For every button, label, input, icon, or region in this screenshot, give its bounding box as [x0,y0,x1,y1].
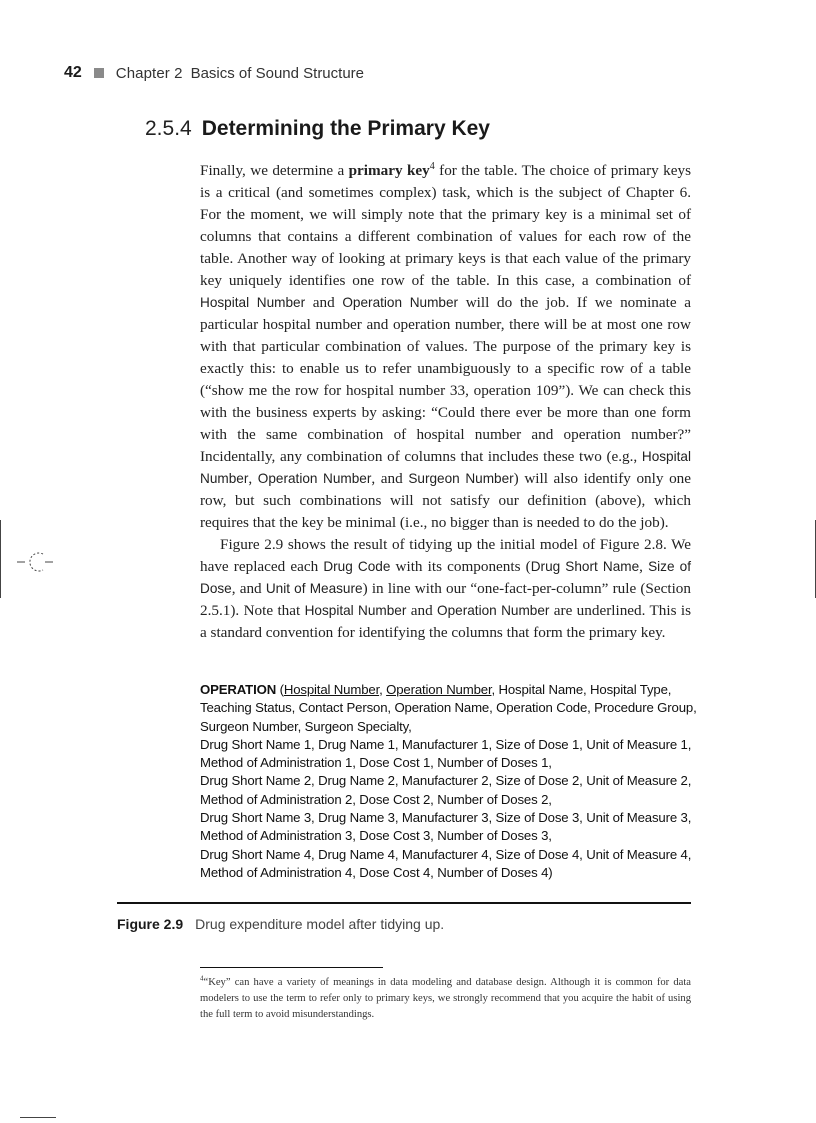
text-run: with its components ( [390,558,531,575]
term-operation-number: Operation Number [257,471,372,486]
crop-mark [0,520,1,598]
page-number: 42 [64,64,82,81]
running-header [64,64,364,82]
text-run: , and [371,470,409,487]
figure-caption-text: Drug expenditure model after tidying up. [195,916,445,932]
text-run: and [406,602,438,619]
registration-mark-icon [17,550,53,574]
figure-label: Figure 2.9 [117,916,184,932]
crop-mark [20,1117,56,1118]
term-operation-number: Operation Number [437,603,550,618]
text-run: Finally, we determine a [200,162,349,179]
header-square-icon [94,68,104,78]
figure-line: Method of Administration 3, Dose Cost 3, Number of Doses 3, [200,828,552,844]
entity-name: OPERATION [200,682,277,697]
text-run: Figure 2.9 shows the result of tidying up the initial model of Figure 2.8. We have replaced each [200,536,691,575]
text-run: will do the job. If we nominate a particular hospital number and operation number, there will be at most one row with that particular combination of values. The purpose of the primary key is exactly this: to enable us to refer unambiguously to a specific row of a table (“show me the row for hospital number 33, operation 109”). We can check this with the business experts by asking: “Could there ever be more than one form with the same combination of hospital number and operation number?” Incidentally, any combination of columns that includes these two (e.g., [200,294,691,465]
figure-line: Teaching Status, Contact Person, Operation Name, Operation Code, Procedure Group, [200,700,697,716]
footnote-text: “Key” can have a variety of meanings in data modeling and database design. Although it is common for data modelers to use the term to refer only to primary keys, we strongly recommend that you acquire the habit of using the full term to avoid misunderstandings. [200,977,691,1020]
primary-key-column: Hospital Number [283,682,380,697]
figure-divider [117,902,691,904]
term-drug-code: Drug Code [323,559,391,574]
text-run: ) will also identify only one row, but such combinations will not satisfy our definition (above), which requires that the key be minimal (i.e., no bigger than is needed to do the job). [200,470,691,531]
paragraph-1 [200,160,691,534]
chapter-label: Chapter 2 [115,64,183,82]
paragraph-2 [200,534,691,644]
term-size-of-dose: Size of Dose [200,559,691,596]
primary-key-column: Operation Number [386,682,492,697]
text-run: ( [276,682,284,697]
text-run: , [379,682,387,697]
term-primary-key: primary key [348,162,430,179]
term-hospital-number: Hospital Number [200,295,306,310]
text-run: and [305,294,343,311]
figure-line: Drug Short Name 4, Drug Name 4, Manufacturer 4, Size of Dose 4, Unit of Measure 4, [200,846,692,862]
term-drug-short-name: Drug Short Name [530,559,640,574]
term-hospital-number: Hospital Number [200,449,691,486]
figure-line: Surgeon Number, Surgeon Specialty, [200,718,412,734]
text-run: , [248,470,258,487]
figure-line [200,681,700,699]
section-number: 2.5.4 [145,117,192,140]
figure-caption [117,916,444,932]
section-heading [145,117,490,141]
section-title: Determining the Primary Key [201,117,490,140]
footnote-ref: 4 [429,160,435,172]
chapter-title: Basics of Sound Structure [190,64,365,82]
term-hospital-number: Hospital Number [304,603,407,618]
figure-line: Drug Short Name 3, Drug Name 3, Manufacturer 3, Size of Dose 3, Unit of Measure 3, [200,810,692,826]
text-run: , [639,558,649,575]
figure-relation-definition [200,681,700,882]
text-run: ) in line with our “one-fact-per-column” rule (Section 2.5.1). Note that [200,580,691,619]
figure-line: Drug Short Name 1, Drug Name 1, Manufacturer 1, Size of Dose 1, Unit of Measure 1, [200,736,692,752]
figure-line: Drug Short Name 2, Drug Name 2, Manufacturer 2, Size of Dose 2, Unit of Measure 2, [200,773,692,789]
text-run: , and [231,580,266,597]
text-run: for the table. The choice of primary keys is a critical (and sometimes complex) task, which is the subject of Chapter 6. For the moment, we will simply note that the primary key is a minimal set of columns that contains a different combination of values for each row of the table. Another way of looking at primary keys is that each value of the primary key uniquely identifies one row of the table. In this case, a combination of [200,162,692,289]
term-surgeon-number: Surgeon Number [408,471,514,486]
footnote-marker: 4 [200,974,204,983]
figure-line: Method of Administration 4, Dose Cost 4, Number of Doses 4) [200,864,553,880]
body-text [200,160,691,644]
term-unit-of-measure: Unit of Measure [265,581,363,596]
figure-line: Method of Administration 2, Dose Cost 2, Number of Doses 2, [200,791,552,807]
text-run: are underlined. This is a standard convention for identifying the columns that form the primary key. [200,602,691,641]
text-run: , Hospital Name, Hospital Type, [491,682,672,697]
figure-line: Method of Administration 1, Dose Cost 1, Number of Doses 1, [200,755,552,771]
footnote-divider [200,967,383,968]
term-operation-number: Operation Number [342,295,459,310]
footnote [200,975,691,1023]
